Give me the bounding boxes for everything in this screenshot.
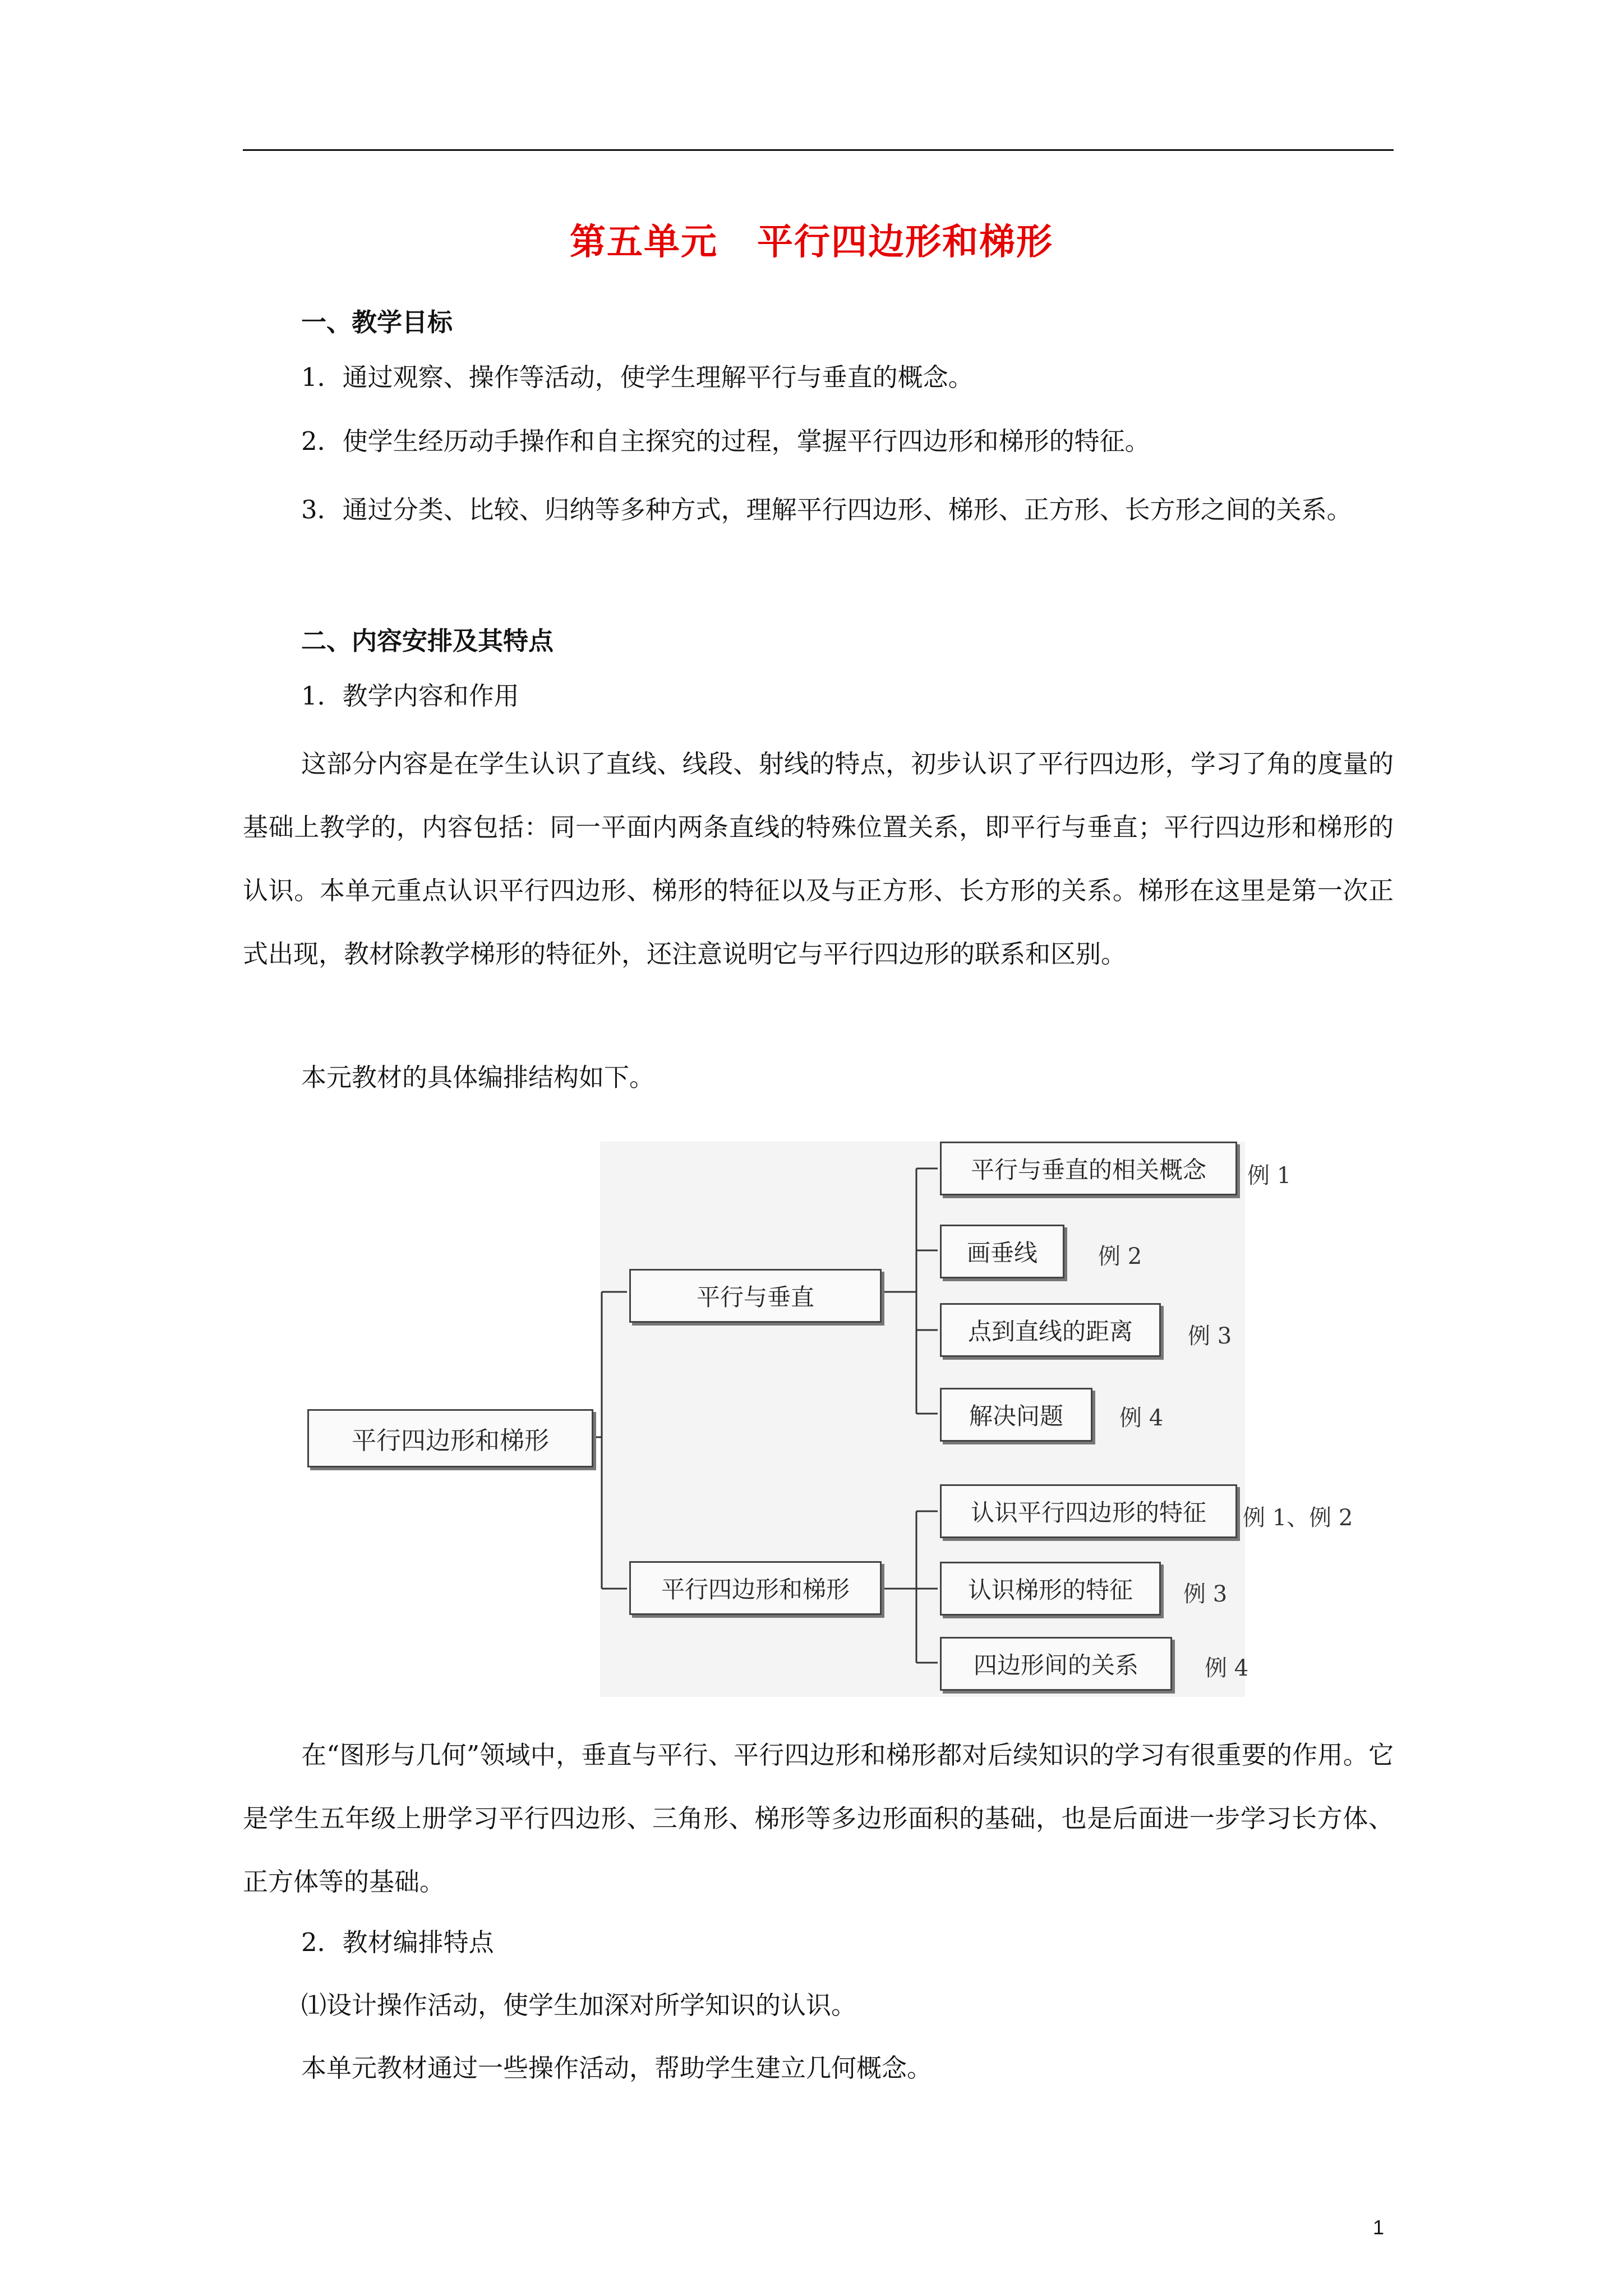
- goal-item-3: 3．通过分类、比较、归纳等多种方式，理解平行四边形、梯形、正方形、长方形之间的关系。: [301, 495, 1352, 524]
- diagram-leaf-parallelogram-features: 认识平行四边形的特征: [940, 1484, 1237, 1538]
- paragraph-importance: 在“图形与几何”领域中，垂直与平行、平行四边形和梯形都对后续知识的学习有很重要的作用。它是学生五年级上册学习平行四边形、三角形、梯形等多边形面积的基础，也是后面进一步学习长方体、正方体等的基础。: [243, 1740, 1394, 1897]
- diagram-example-1: 例 1: [1247, 1163, 1292, 1189]
- diagram-example-4: 例 4: [1119, 1405, 1164, 1431]
- diagram-example-3b: 例 3: [1183, 1581, 1228, 1607]
- diagram-leaf-quadrilateral-relations: 四边形间的关系: [940, 1637, 1172, 1691]
- page-number: 1: [1373, 2216, 1385, 2239]
- diagram-example-2: 例 2: [1098, 1244, 1142, 1269]
- diagram-root-box: 平行四边形和梯形: [307, 1409, 593, 1467]
- subheading-features: 2．教材编排特点: [301, 1927, 494, 1957]
- goal-item-2: 2．使学生经历动手操作和自主探究的过程，掌握平行四边形和梯形的特征。: [301, 426, 1150, 456]
- paragraph-content: 这部分内容是在学生认识了直线、线段、射线的特点，初步认识了平行四边形，学习了角的度量的基础上教学的，内容包括：同一平面内两条直线的特殊位置关系，即平行与垂直；平行四边形和梯形的认识。本单元重点认识平行四边形、梯形的特征以及与正方形、长方形的关系。梯形在这里是第一次正式出现，教材除教学梯形的特征外，还注意说明它与平行四边形的联系和区别。: [243, 749, 1394, 969]
- diagram-example-3: 例 3: [1188, 1323, 1232, 1349]
- diagram-branch-parallel-perpendicular: 平行与垂直: [629, 1269, 882, 1323]
- section-heading-content: 二、内容安排及其特点: [301, 626, 554, 656]
- section-heading-goals: 一、教学目标: [301, 307, 453, 337]
- subheading-content-role: 1．教学内容和作用: [301, 681, 519, 711]
- feature-point-1: ⑴设计操作活动，使学生加深对所学知识的认识。: [301, 1990, 857, 2020]
- paragraph-operations: 本单元教材通过一些操作活动，帮助学生建立几何概念。: [301, 2053, 933, 2083]
- diagram-example-1-2: 例 1、例 2: [1243, 1505, 1353, 1531]
- diagram-branch-parallelogram-trapezoid: 平行四边形和梯形: [629, 1561, 882, 1615]
- title-name: 平行四边形和梯形: [757, 221, 1053, 263]
- diagram-leaf-trapezoid-features: 认识梯形的特征: [940, 1562, 1161, 1616]
- diagram-leaf-draw-perpendicular: 画垂线: [940, 1225, 1064, 1278]
- diagram-leaf-problem-solving: 解决问题: [940, 1388, 1092, 1442]
- paragraph-structure-intro: 本元教材的具体编排结构如下。: [301, 1062, 655, 1092]
- goal-item-1: 1．通过观察、操作等活动，使学生理解平行与垂直的概念。: [301, 362, 974, 392]
- diagram-example-4b: 例 4: [1205, 1655, 1249, 1681]
- title-unit: 第五单元: [570, 221, 718, 263]
- diagram-leaf-distance: 点到直线的距离: [940, 1303, 1161, 1357]
- diagram-leaf-concepts: 平行与垂直的相关概念: [940, 1142, 1237, 1195]
